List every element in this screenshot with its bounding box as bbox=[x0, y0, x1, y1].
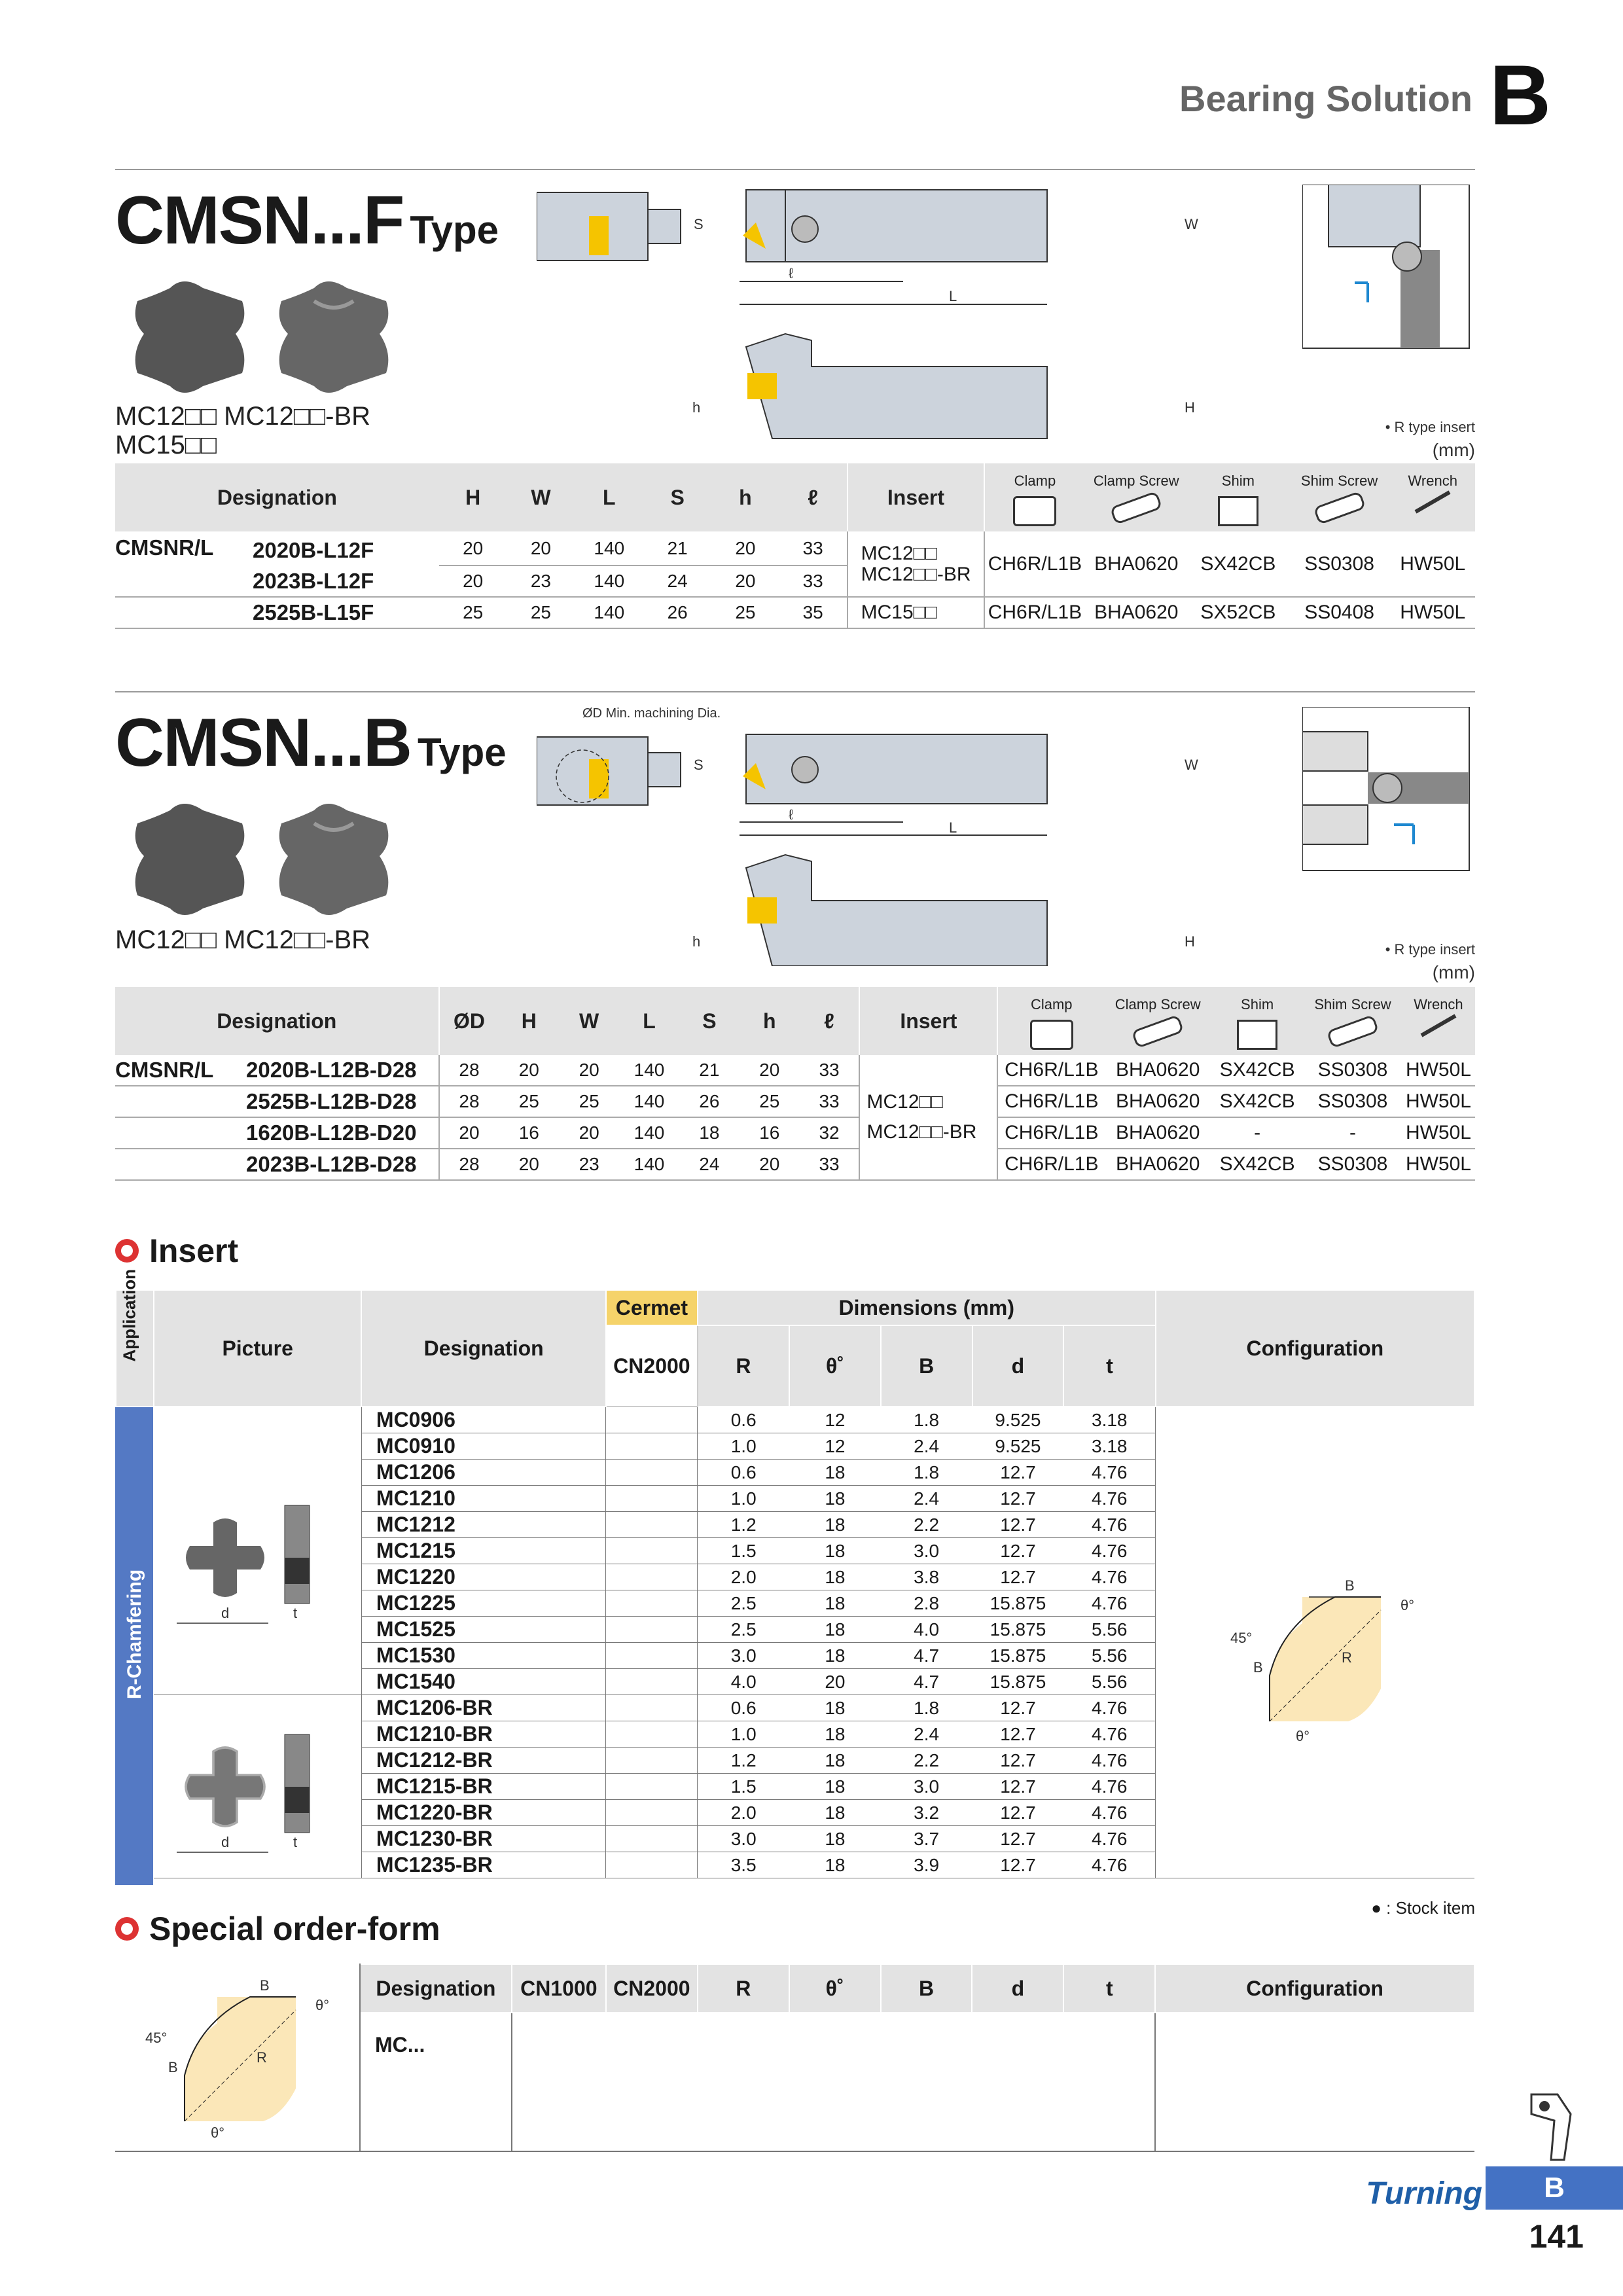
insert-mc-br-icon bbox=[279, 281, 389, 393]
sp-col-cn2000: CN2000 bbox=[606, 1964, 698, 2013]
sp-col-t: t bbox=[1063, 1964, 1155, 2013]
designation: MC1212 bbox=[361, 1512, 606, 1538]
grade-stock bbox=[606, 1538, 698, 1564]
dim-B: 2.2 bbox=[881, 1748, 972, 1774]
dim-t: 4.76 bbox=[1063, 1564, 1155, 1590]
dim-B: 4.7 bbox=[881, 1669, 972, 1695]
footer-letter-tab: B bbox=[1486, 2166, 1623, 2210]
col-cermet: Cermet bbox=[606, 1290, 698, 1325]
b-insert-codes: MC12□□ MC12□□-BR bbox=[115, 925, 371, 954]
dim-d: 12.7 bbox=[972, 1800, 1064, 1826]
f-dim-L: L bbox=[949, 288, 957, 304]
f-holder-drawing bbox=[537, 183, 1224, 445]
dim-B: 1.8 bbox=[881, 1407, 972, 1433]
dim-theta: 20 bbox=[789, 1669, 881, 1695]
insert-picture-mc bbox=[164, 1479, 334, 1676]
screw-icon bbox=[1110, 491, 1163, 525]
dim-theta: 12 bbox=[789, 1433, 881, 1460]
config-B-label: B bbox=[1345, 1577, 1355, 1594]
b-note: • R type insert bbox=[1385, 941, 1475, 958]
dim-d: 15.875 bbox=[972, 1590, 1064, 1617]
designation: MC1225 bbox=[361, 1590, 606, 1617]
col-insert: Insert bbox=[859, 987, 997, 1055]
dim-d: 15.875 bbox=[972, 1643, 1064, 1669]
col-t: t bbox=[1063, 1325, 1155, 1407]
designation-cell: CMSNR/L 2020B-L12B-D28 bbox=[115, 1055, 439, 1086]
dim-theta: 18 bbox=[789, 1800, 881, 1826]
svg-text:B: B bbox=[168, 2059, 179, 2075]
dim-t: 4.76 bbox=[1063, 1486, 1155, 1512]
page-number: 141 bbox=[1529, 2218, 1584, 2255]
special-order-heading: Special order-form bbox=[115, 1910, 440, 1948]
col-theta: θ˚ bbox=[789, 1325, 881, 1407]
insert-mc-br-icon bbox=[279, 804, 389, 915]
designation: MC0906 bbox=[361, 1407, 606, 1433]
dim-R: 2.5 bbox=[698, 1590, 789, 1617]
clamp-icon bbox=[1030, 1020, 1073, 1050]
screw-icon bbox=[1327, 1014, 1380, 1049]
col-h: h bbox=[711, 463, 779, 531]
svg-text:45°: 45° bbox=[145, 2030, 168, 2046]
table-row: 2525B-L12B-D28 28 25 25 140 26 25 33 CH6R/L1B BHA0620 SX42CB SS0308 HW50L bbox=[115, 1086, 1475, 1117]
sp-col-R: R bbox=[698, 1964, 789, 2013]
config-theta-label: θ° bbox=[1400, 1597, 1415, 1613]
table-row: 2023B-L12F 20 23 140 24 20 33 bbox=[115, 565, 1475, 597]
col-clamp: Clamp bbox=[984, 463, 1084, 531]
dim-B: 3.0 bbox=[881, 1774, 972, 1800]
dim-d: 12.7 bbox=[972, 1748, 1064, 1774]
f-application-drawing bbox=[1302, 185, 1472, 351]
f-insert-images bbox=[131, 275, 406, 406]
designation: MC1210 bbox=[361, 1486, 606, 1512]
col-dimensions: Dimensions (mm) bbox=[698, 1290, 1156, 1325]
col-d: d bbox=[972, 1325, 1064, 1407]
special-config-drawing-cell bbox=[115, 1964, 360, 2151]
col-picture: Picture bbox=[154, 1290, 361, 1407]
configuration-drawing bbox=[1217, 1558, 1427, 1748]
dim-R: 1.2 bbox=[698, 1512, 789, 1538]
dim-R: 2.5 bbox=[698, 1617, 789, 1643]
f-dim-l: ℓ bbox=[789, 265, 794, 281]
f-type-title: CMSN...F Type bbox=[115, 183, 499, 259]
b-dim-W: W bbox=[1185, 757, 1198, 773]
dim-theta: 18 bbox=[789, 1486, 881, 1512]
b-dim-h: h bbox=[692, 933, 701, 950]
f-dim-W: W bbox=[1185, 216, 1198, 232]
table-row: 2525B-L15F 25 25 140 26 25 35 MC15□□ CH6R/L1B BHA0620 SX52CB SS0408 HW50L bbox=[115, 597, 1475, 628]
grade-stock bbox=[606, 1695, 698, 1721]
grade-stock bbox=[606, 1800, 698, 1826]
page-section-letter: B bbox=[1489, 47, 1551, 143]
col-L: L bbox=[619, 987, 679, 1055]
dim-d: 12.7 bbox=[972, 1486, 1064, 1512]
page-section-title: Bearing Solution bbox=[1179, 78, 1472, 119]
dim-B: 3.2 bbox=[881, 1800, 972, 1826]
dim-R: 3.0 bbox=[698, 1826, 789, 1852]
col-S: S bbox=[679, 987, 740, 1055]
sp-col-d: d bbox=[972, 1964, 1063, 2013]
dim-d: 12.7 bbox=[972, 1512, 1064, 1538]
col-clamp-screw: Clamp Screw bbox=[1085, 463, 1188, 531]
dim-R: 1.5 bbox=[698, 1774, 789, 1800]
sp-blank-fields bbox=[512, 2013, 1155, 2151]
col-B: B bbox=[881, 1325, 972, 1407]
dim-t: 4.76 bbox=[1063, 1800, 1155, 1826]
designation: MC1235-BR bbox=[361, 1852, 606, 1878]
b-dim-S: S bbox=[694, 757, 704, 773]
dim-R: 2.0 bbox=[698, 1800, 789, 1826]
col-l: ℓ bbox=[779, 463, 847, 531]
dim-t: 5.56 bbox=[1063, 1669, 1155, 1695]
dim-t: 4.76 bbox=[1063, 1774, 1155, 1800]
footer-section-label: Turning bbox=[1366, 2176, 1482, 2211]
dim-t: 4.76 bbox=[1063, 1826, 1155, 1852]
dim-t: 4.76 bbox=[1063, 1748, 1155, 1774]
wrench-icon bbox=[1415, 490, 1451, 513]
dim-t: 4.76 bbox=[1063, 1460, 1155, 1486]
col-shim: Shim bbox=[1211, 987, 1304, 1055]
dim-d: 9.525 bbox=[972, 1433, 1064, 1460]
svg-text:θ°: θ° bbox=[315, 1997, 330, 2013]
col-designation: Designation bbox=[115, 463, 439, 531]
dim-theta: 18 bbox=[789, 1826, 881, 1852]
designation: MC1215 bbox=[361, 1538, 606, 1564]
col-grade: CN2000 bbox=[606, 1325, 698, 1407]
insert-cell: MC12□□ MC12□□-BR bbox=[847, 531, 985, 597]
grade-stock bbox=[606, 1486, 698, 1512]
dim-B: 3.0 bbox=[881, 1538, 972, 1564]
col-l: ℓ bbox=[800, 987, 860, 1055]
stock-legend: ● : Stock item bbox=[1371, 1898, 1475, 1918]
dim-t: 4.76 bbox=[1063, 1590, 1155, 1617]
dim-R: 3.5 bbox=[698, 1852, 789, 1878]
designation: MC1530 bbox=[361, 1643, 606, 1669]
dim-t: 4.76 bbox=[1063, 1512, 1155, 1538]
b-dim-H: H bbox=[1185, 933, 1195, 950]
screw-icon bbox=[1132, 1014, 1185, 1049]
dim-t: 3.18 bbox=[1063, 1407, 1155, 1433]
dim-R: 2.0 bbox=[698, 1564, 789, 1590]
designation: MC1215-BR bbox=[361, 1774, 606, 1800]
designation: MC1525 bbox=[361, 1617, 606, 1643]
dim-theta: 18 bbox=[789, 1617, 881, 1643]
dim-theta: 18 bbox=[789, 1590, 881, 1617]
pic-t-label: t bbox=[293, 1605, 298, 1621]
grade-stock bbox=[606, 1669, 698, 1695]
f-dim-H: H bbox=[1185, 399, 1195, 416]
dim-theta: 18 bbox=[789, 1695, 881, 1721]
dim-B: 2.8 bbox=[881, 1590, 972, 1617]
col-L: L bbox=[575, 463, 643, 531]
section-bullet-icon bbox=[115, 1239, 139, 1263]
pic-d-label: d bbox=[221, 1605, 230, 1621]
col-configuration: Configuration bbox=[1156, 1290, 1474, 1407]
designation: MC1540 bbox=[361, 1669, 606, 1695]
dim-R: 1.0 bbox=[698, 1486, 789, 1512]
config-45-label: 45° bbox=[1230, 1630, 1253, 1646]
designation: MC1230-BR bbox=[361, 1826, 606, 1852]
dim-t: 5.56 bbox=[1063, 1617, 1155, 1643]
b-holder-drawing bbox=[537, 704, 1224, 966]
grade-stock bbox=[606, 1617, 698, 1643]
col-R: R bbox=[698, 1325, 789, 1407]
application-label: R-Chamfering bbox=[124, 1569, 145, 1700]
grade-stock bbox=[606, 1407, 698, 1433]
f-dim-h: h bbox=[692, 399, 701, 416]
dim-t: 3.18 bbox=[1063, 1433, 1155, 1460]
dim-t: 5.56 bbox=[1063, 1643, 1155, 1669]
col-application: Application bbox=[116, 1290, 154, 1407]
dim-R: 1.0 bbox=[698, 1721, 789, 1748]
designation: MC1210-BR bbox=[361, 1721, 606, 1748]
grade-stock bbox=[606, 1748, 698, 1774]
dim-R: 4.0 bbox=[698, 1669, 789, 1695]
b-type-title: CMSN...B Type bbox=[115, 705, 507, 781]
dim-B: 4.0 bbox=[881, 1617, 972, 1643]
divider bbox=[115, 169, 1475, 170]
sp-col-theta: θ˚ bbox=[789, 1964, 881, 2013]
col-clamp-screw: Clamp Screw bbox=[1105, 987, 1211, 1055]
col-h: h bbox=[740, 987, 800, 1055]
shim-icon bbox=[1237, 1020, 1277, 1050]
insert-heading: Insert bbox=[115, 1232, 238, 1270]
pic-t-label: t bbox=[293, 1834, 298, 1850]
b-dim-l: ℓ bbox=[789, 806, 794, 823]
dim-R: 0.6 bbox=[698, 1695, 789, 1721]
dim-B: 2.4 bbox=[881, 1721, 972, 1748]
grade-stock bbox=[606, 1460, 698, 1486]
dim-d: 12.7 bbox=[972, 1460, 1064, 1486]
dim-B: 3.9 bbox=[881, 1852, 972, 1878]
b-dim-L: L bbox=[949, 819, 957, 836]
dim-R: 1.0 bbox=[698, 1433, 789, 1460]
f-note: • R type insert bbox=[1385, 419, 1475, 435]
dim-theta: 18 bbox=[789, 1721, 881, 1748]
sp-config-blank bbox=[1155, 2013, 1474, 2151]
designation: MC0910 bbox=[361, 1433, 606, 1460]
pic-d-label: d bbox=[221, 1834, 230, 1850]
col-shim-screw: Shim Screw bbox=[1289, 463, 1391, 531]
grade-stock bbox=[606, 1826, 698, 1852]
col-insert: Insert bbox=[847, 463, 985, 531]
dim-B: 3.8 bbox=[881, 1564, 972, 1590]
sp-col-cn1000: CN1000 bbox=[512, 1964, 606, 2013]
dim-R: 1.5 bbox=[698, 1538, 789, 1564]
col-shim: Shim bbox=[1188, 463, 1289, 531]
designation: MC1206 bbox=[361, 1460, 606, 1486]
special-configuration-drawing bbox=[132, 1964, 342, 2141]
col-S: S bbox=[643, 463, 711, 531]
dim-B: 2.4 bbox=[881, 1433, 972, 1460]
table-row: CMSNR/L 20 20 140 21 20 33 MC12□□ MC12□□-BR CH6R/L1B BHA0620 SX42CB SS0308 HW50L bbox=[115, 531, 1475, 565]
grade-stock bbox=[606, 1564, 698, 1590]
b-type-table bbox=[115, 987, 1475, 1181]
dim-d: 9.525 bbox=[972, 1407, 1064, 1433]
dim-t: 4.76 bbox=[1063, 1852, 1155, 1878]
series-label: CMSNR/L bbox=[115, 535, 214, 560]
b-application-drawing bbox=[1302, 707, 1472, 874]
f-unit: (mm) bbox=[1432, 440, 1475, 460]
dim-d: 12.7 bbox=[972, 1826, 1064, 1852]
dim-d: 12.7 bbox=[972, 1852, 1064, 1878]
dim-R: 1.2 bbox=[698, 1748, 789, 1774]
dim-d: 12.7 bbox=[972, 1695, 1064, 1721]
dim-R: 0.6 bbox=[698, 1407, 789, 1433]
screw-icon bbox=[1313, 491, 1366, 525]
f-insert-codes: MC12□□ MC12□□-BR MC15□□ bbox=[115, 402, 371, 459]
dim-theta: 18 bbox=[789, 1460, 881, 1486]
designation: MC1212-BR bbox=[361, 1748, 606, 1774]
b-min-dia-label: ØD Min. machining Dia. bbox=[582, 706, 721, 721]
dim-B: 2.4 bbox=[881, 1486, 972, 1512]
col-D: ØD bbox=[439, 987, 499, 1055]
f-dim-S: S bbox=[694, 216, 704, 232]
grade-stock bbox=[606, 1643, 698, 1669]
sp-col-designation: Designation bbox=[360, 1964, 512, 2013]
dim-t: 4.76 bbox=[1063, 1695, 1155, 1721]
section-bullet-icon bbox=[115, 1917, 139, 1941]
grade-stock bbox=[606, 1774, 698, 1800]
designation: MC1206-BR bbox=[361, 1695, 606, 1721]
insert-mc-icon bbox=[135, 804, 245, 915]
dim-theta: 18 bbox=[789, 1748, 881, 1774]
table-row: CMSNR/L 2020B-L12B-D28 28 20 20 140 21 20 33 MC12□□ MC12□□-BR CH6R/L1B BHA0620 SX42CB SS0308 HW50L bbox=[115, 1055, 1475, 1086]
grade-stock bbox=[606, 1433, 698, 1460]
designation: MC1220 bbox=[361, 1564, 606, 1590]
designation: MC1220-BR bbox=[361, 1800, 606, 1826]
designation: 2023B-L12F bbox=[115, 565, 439, 597]
col-wrench: Wrench bbox=[1390, 463, 1475, 531]
divider bbox=[115, 691, 1475, 692]
table-row: 1620B-L12B-D20 20 16 20 140 18 16 32 CH6R/L1B BHA0620 - - HW50L bbox=[115, 1117, 1475, 1149]
dim-theta: 18 bbox=[789, 1774, 881, 1800]
designation: 2020B-L12F bbox=[253, 538, 374, 562]
dim-B: 1.8 bbox=[881, 1460, 972, 1486]
sp-col-configuration: Configuration bbox=[1155, 1964, 1474, 2013]
dim-d: 12.7 bbox=[972, 1721, 1064, 1748]
turning-tool-icon bbox=[1518, 2088, 1584, 2166]
dim-theta: 18 bbox=[789, 1564, 881, 1590]
dim-d: 12.7 bbox=[972, 1538, 1064, 1564]
dim-d: 12.7 bbox=[972, 1564, 1064, 1590]
col-designation: Designation bbox=[115, 987, 439, 1055]
svg-text:R: R bbox=[257, 2049, 268, 2066]
insert-cell: MC12□□ MC12□□-BR bbox=[859, 1055, 997, 1180]
grade-stock bbox=[606, 1852, 698, 1878]
dim-R: 0.6 bbox=[698, 1460, 789, 1486]
dim-t: 4.76 bbox=[1063, 1721, 1155, 1748]
sp-designation-value: MC... bbox=[360, 2013, 512, 2151]
dim-theta: 18 bbox=[789, 1643, 881, 1669]
b-insert-images bbox=[131, 797, 406, 922]
dim-theta: 18 bbox=[789, 1512, 881, 1538]
clamp-icon bbox=[1013, 496, 1056, 526]
special-order-table bbox=[115, 1964, 1475, 2152]
table-row bbox=[116, 1407, 1474, 1433]
dim-theta: 18 bbox=[789, 1852, 881, 1878]
grade-stock bbox=[606, 1721, 698, 1748]
col-clamp: Clamp bbox=[997, 987, 1105, 1055]
col-W: W bbox=[559, 987, 619, 1055]
dim-B: 1.8 bbox=[881, 1695, 972, 1721]
dim-theta: 12 bbox=[789, 1407, 881, 1433]
wrench-icon bbox=[1420, 1014, 1456, 1037]
config-R-label: R bbox=[1342, 1649, 1352, 1666]
config-B2-label: B bbox=[1253, 1659, 1263, 1676]
col-W: W bbox=[507, 463, 575, 531]
dim-B: 3.7 bbox=[881, 1826, 972, 1852]
application-band bbox=[115, 1407, 153, 1885]
svg-text:θ°: θ° bbox=[211, 2125, 225, 2141]
insert-picture-mc-br bbox=[164, 1721, 334, 1872]
table-row: 2023B-L12B-D28 28 20 23 140 24 20 33 CH6R/L1B BHA0620 SX42CB SS0308 HW50L bbox=[115, 1149, 1475, 1180]
designation: 2525B-L15F bbox=[115, 597, 439, 628]
dim-theta: 18 bbox=[789, 1538, 881, 1564]
col-H: H bbox=[439, 463, 507, 531]
dim-d: 15.875 bbox=[972, 1617, 1064, 1643]
shim-icon bbox=[1218, 496, 1258, 526]
grade-stock bbox=[606, 1512, 698, 1538]
b-unit: (mm) bbox=[1432, 962, 1475, 982]
col-H: H bbox=[499, 987, 559, 1055]
insert-mc-icon bbox=[135, 281, 245, 393]
col-designation: Designation bbox=[361, 1290, 606, 1407]
col-wrench: Wrench bbox=[1402, 987, 1475, 1055]
dim-d: 12.7 bbox=[972, 1774, 1064, 1800]
col-shim-screw: Shim Screw bbox=[1304, 987, 1402, 1055]
config-theta2-label: θ° bbox=[1296, 1728, 1310, 1744]
dim-B: 2.2 bbox=[881, 1512, 972, 1538]
dim-B: 4.7 bbox=[881, 1643, 972, 1669]
dim-R: 3.0 bbox=[698, 1643, 789, 1669]
sp-col-B: B bbox=[881, 1964, 972, 2013]
svg-text:B: B bbox=[260, 1977, 270, 1994]
grade-stock bbox=[606, 1590, 698, 1617]
dim-t: 4.76 bbox=[1063, 1538, 1155, 1564]
dim-d: 15.875 bbox=[972, 1669, 1064, 1695]
